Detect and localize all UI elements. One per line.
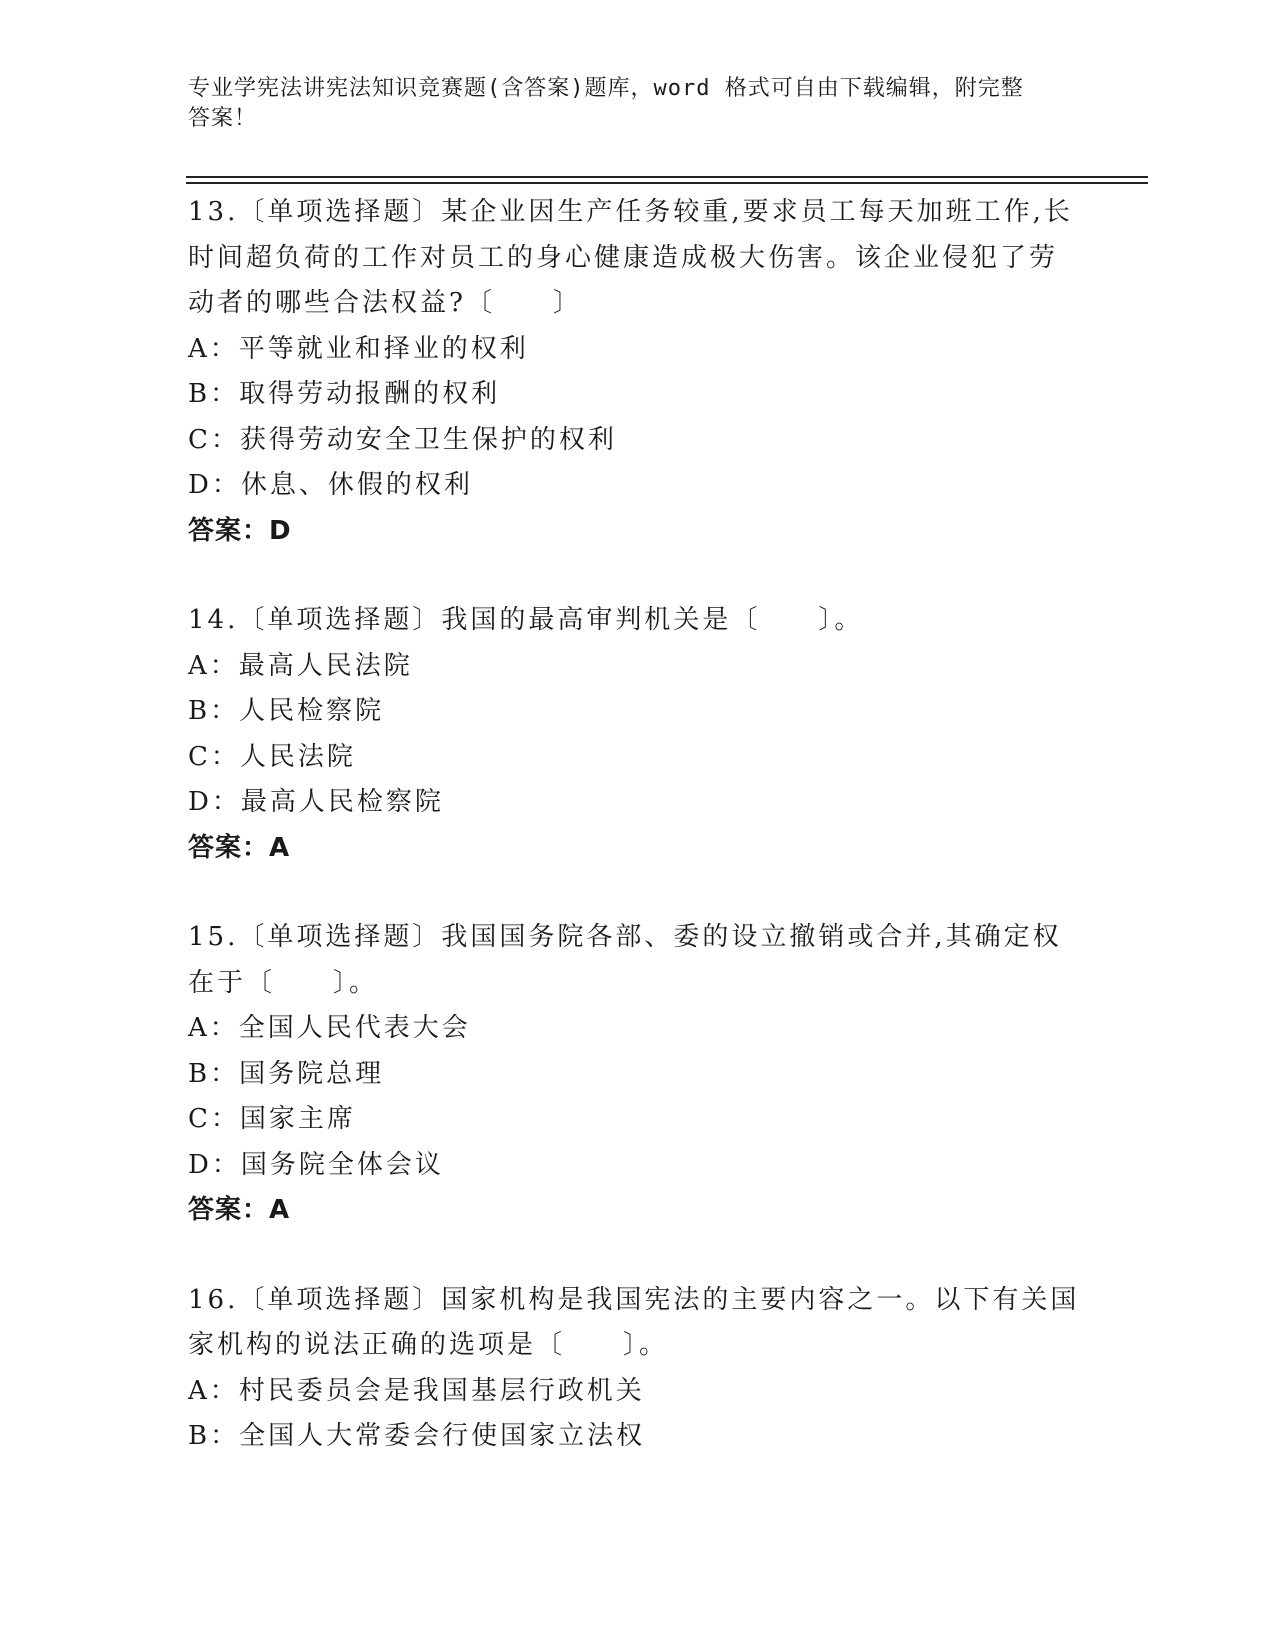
- question-list: [188, 190, 1088, 1460]
- option-c: C：国家主席: [188, 1104, 356, 1134]
- option-d: D：最高人民检察院: [188, 787, 444, 817]
- option-d: D：休息、休假的权利: [188, 470, 473, 500]
- option-c: C：人民法院: [188, 741, 356, 772]
- option-c: C：获得劳动安全卫生保护的权利: [188, 424, 617, 455]
- question-text-line: 16.〔单项选择题〕国家机构是我国宪法的主要内容之一。以下有关国: [188, 1284, 1080, 1315]
- option-a: A：平等就业和择业的权利: [188, 333, 529, 364]
- header-line-2: 答案！: [188, 106, 258, 131]
- answer-line: 答案：A: [188, 832, 291, 863]
- option-a: A：全国人民代表大会: [188, 1013, 471, 1043]
- question-text-line: 15.〔单项选择题〕我国国务院各部、委的设立撤销或合并,其确定权: [188, 922, 1062, 952]
- question-13: [188, 190, 1088, 554]
- option-d: D：国务院全体会议: [188, 1149, 444, 1180]
- option-a: A：最高人民法院: [188, 650, 413, 681]
- answer-line: 答案：A: [188, 1195, 291, 1225]
- question-text-line: 在于〔 〕。: [188, 967, 379, 998]
- question-text-line: 家机构的说法正确的选项是〔 〕。: [188, 1330, 669, 1360]
- question-14: [188, 598, 1088, 871]
- option-b: B：取得劳动报酬的权利: [188, 379, 501, 409]
- question-text-line: 时间超负荷的工作对员工的身心健康造成极大伤害。该企业侵犯了劳: [188, 242, 1059, 273]
- question-text-line: 动者的哪些合法权益?〔 〕: [188, 288, 582, 318]
- option-b: B：全国人大常委会行使国家立法权: [188, 1421, 646, 1451]
- option-a: A：村民委员会是我国基层行政机关: [188, 1375, 645, 1406]
- question-text-line: 14.〔单项选择题〕我国的最高审判机关是〔 〕。: [188, 605, 864, 635]
- question-text-line: 13.〔单项选择题〕某企业因生产任务较重,要求员工每天加班工作,长: [188, 197, 1073, 227]
- option-b: B：人民检察院: [188, 696, 385, 726]
- header-line-1: 专业学宪法讲宪法知识竞赛题(含答案)题库，word 格式可自由下载编辑，附完整: [188, 76, 1024, 101]
- question-16: [188, 1278, 1088, 1460]
- header-divider-top: [186, 176, 1148, 178]
- answer-line: 答案：D: [188, 515, 292, 546]
- header-divider-bottom: [186, 182, 1148, 184]
- option-b: B：国务院总理: [188, 1058, 385, 1089]
- question-15: [188, 915, 1088, 1234]
- document-header: [188, 74, 1068, 134]
